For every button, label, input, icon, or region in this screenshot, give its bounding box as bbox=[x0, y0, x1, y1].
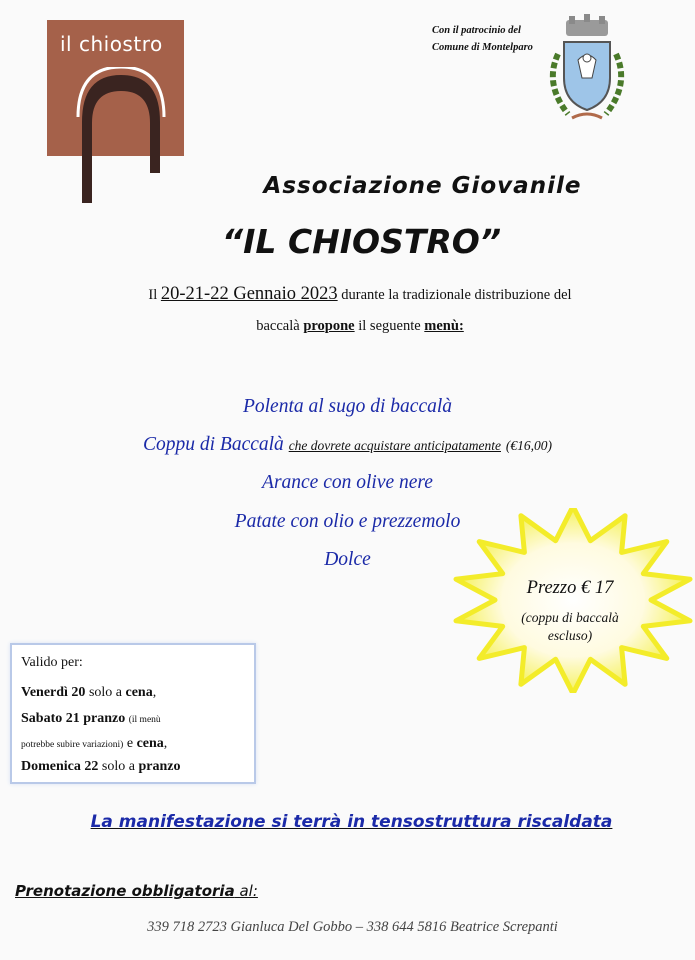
intro-baccala: baccalà bbox=[256, 318, 300, 334]
intro-propone: propone bbox=[303, 318, 355, 334]
patronage-line1: Con il patrocinio del bbox=[432, 25, 521, 36]
contacts: 339 718 2723 Gianluca Del Gobbo – 338 644 5816 Beatrice Screpanti bbox=[147, 919, 558, 935]
menu-item-patate: Patate con olio e prezzemolo bbox=[234, 511, 461, 532]
price-note-line2: escluso) bbox=[547, 628, 593, 643]
menu-item-polenta: Polenta al sugo di baccalà bbox=[242, 396, 453, 417]
starburst-icon bbox=[448, 508, 695, 693]
price-label: Prezzo € 17 bbox=[526, 578, 614, 598]
menu-item-dolce: Dolce bbox=[324, 549, 371, 570]
validity-sunday: Domenica 22 solo a pranzo bbox=[21, 759, 181, 774]
validity-box bbox=[10, 643, 256, 784]
menu-item-coppu-price: (€16,00) bbox=[505, 438, 552, 453]
menu-item-coppu-label: Coppu di Baccalà bbox=[142, 434, 284, 455]
intro-menu: menù: bbox=[424, 318, 464, 334]
booking-bold: Prenotazione obbligatoria bbox=[15, 882, 235, 900]
association-name: Associazione Giovanile bbox=[263, 173, 582, 199]
intro-suffix: durante la tradizionale distribuzione del bbox=[341, 287, 572, 303]
logo-text: il chiostro bbox=[60, 32, 163, 56]
page-title: “IL CHIOSTRO” bbox=[221, 222, 502, 261]
event-note: La manifestazione si terrà in tensostruttura riscaldata bbox=[90, 812, 613, 832]
booking-rest: al: bbox=[239, 882, 258, 900]
menu-item-arance: Arance con olive nere bbox=[262, 472, 433, 493]
validity-title: Valido per: bbox=[21, 655, 83, 670]
validity-friday: Venerdì 20 solo a cena, bbox=[21, 685, 157, 700]
booking-label bbox=[15, 882, 258, 900]
event-dates: 20-21-22 Gennaio 2023 bbox=[160, 284, 338, 304]
price-note bbox=[495, 609, 645, 645]
validity-saturday-cont: potrebbe subire variazioni) e cena, bbox=[21, 736, 168, 751]
intro-line1 bbox=[60, 284, 660, 305]
patronage-line2: Comune di Montelparo bbox=[432, 42, 533, 53]
menu-item-coppu bbox=[0, 434, 695, 456]
intro-line2 bbox=[60, 318, 660, 335]
intro-seguente: il seguente bbox=[358, 318, 421, 334]
intro-prefix: Il bbox=[148, 287, 158, 303]
validity-saturday: Sabato 21 pranzo (il menù bbox=[21, 711, 161, 726]
price-note-line1: (coppu di baccalà bbox=[521, 610, 619, 625]
coat-of-arms-icon bbox=[538, 14, 636, 134]
menu-item-coppu-note: che dovrete acquistare anticipatamente bbox=[288, 438, 501, 453]
